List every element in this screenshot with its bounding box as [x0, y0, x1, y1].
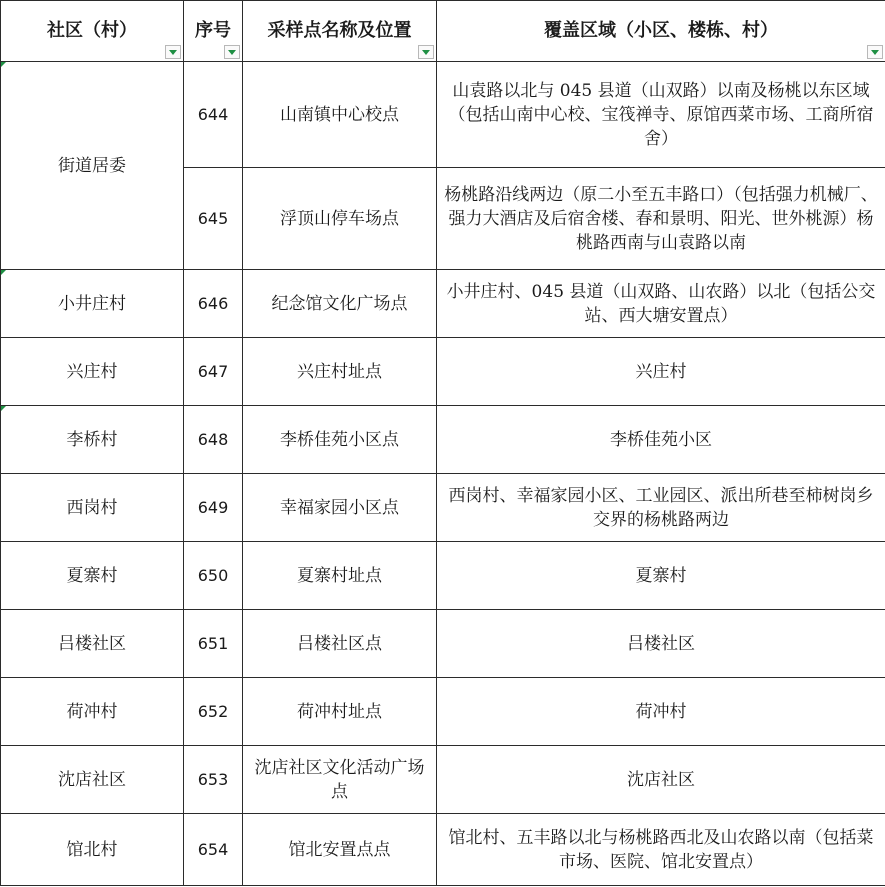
header-coverage[interactable] [437, 1, 885, 62]
table-row [1, 814, 885, 886]
cell-site[interactable]: 李桥佳苑小区点 [243, 406, 437, 474]
header-community-label: 社区（村） [47, 20, 137, 41]
cell-site[interactable]: 沈店社区文化活动广场点 [243, 746, 437, 814]
header-seq[interactable] [184, 1, 243, 62]
table-row [1, 338, 885, 406]
cell-note-marker [1, 62, 6, 67]
cell-note-marker [1, 270, 6, 275]
cell-seq[interactable]: 647 [184, 338, 243, 406]
cell-site[interactable]: 吕楼社区点 [243, 610, 437, 678]
table-row [1, 678, 885, 746]
cell-seq[interactable]: 652 [184, 678, 243, 746]
filter-dropdown-icon[interactable] [418, 45, 434, 59]
cell-community[interactable]: 街道居委 [1, 62, 184, 270]
filter-dropdown-icon[interactable] [165, 45, 181, 59]
cell-coverage[interactable]: 小井庄村、045 县道（山双路、山农路）以北（包括公交站、西大塘安置点） [437, 270, 885, 338]
header-site[interactable] [243, 1, 437, 62]
cell-coverage[interactable]: 西岗村、幸福家园小区、工业园区、派出所巷至柿树岗乡交界的杨桃路两边 [437, 474, 885, 542]
cell-site[interactable]: 荷冲村址点 [243, 678, 437, 746]
header-seq-label: 序号 [195, 20, 231, 41]
header-coverage-label: 覆盖区域（小区、楼栋、村） [544, 20, 778, 41]
cell-seq[interactable]: 645 [184, 168, 243, 270]
header-site-label: 采样点名称及位置 [267, 20, 412, 41]
cell-seq[interactable]: 648 [184, 406, 243, 474]
cell-site[interactable]: 兴庄村址点 [243, 338, 437, 406]
cell-seq[interactable]: 649 [184, 474, 243, 542]
cell-community[interactable]: 沈店社区 [1, 746, 184, 814]
cell-site[interactable]: 山南镇中心校点 [243, 62, 437, 168]
cell-community[interactable]: 吕楼社区 [1, 610, 184, 678]
cell-community[interactable]: 荷冲村 [1, 678, 184, 746]
cell-community[interactable]: 西岗村 [1, 474, 184, 542]
cell-site[interactable]: 夏寨村址点 [243, 542, 437, 610]
table-row [1, 270, 885, 338]
cell-seq[interactable]: 654 [184, 814, 243, 886]
cell-note-marker [1, 406, 6, 411]
table-row [1, 542, 885, 610]
cell-site[interactable]: 浮顶山停车场点 [243, 168, 437, 270]
cell-seq[interactable]: 653 [184, 746, 243, 814]
filter-dropdown-icon[interactable] [224, 45, 240, 59]
table-row [1, 474, 885, 542]
cell-coverage[interactable]: 吕楼社区 [437, 610, 885, 678]
cell-coverage[interactable]: 荷冲村 [437, 678, 885, 746]
cell-coverage[interactable]: 沈店社区 [437, 746, 885, 814]
table-row [1, 62, 885, 168]
table-row [1, 406, 885, 474]
header-community[interactable] [1, 1, 184, 62]
cell-coverage[interactable]: 夏寨村 [437, 542, 885, 610]
cell-site[interactable]: 幸福家园小区点 [243, 474, 437, 542]
cell-site[interactable]: 纪念馆文化广场点 [243, 270, 437, 338]
header-row [1, 1, 885, 62]
cell-community[interactable]: 夏寨村 [1, 542, 184, 610]
cell-seq[interactable]: 644 [184, 62, 243, 168]
cell-community[interactable]: 小井庄村 [1, 270, 184, 338]
cell-seq[interactable]: 650 [184, 542, 243, 610]
cell-coverage[interactable]: 杨桃路沿线两边（原二小至五丰路口）（包括强力机械厂、强力大酒店及后宿舍楼、春和景明、阳光、世外桃源）杨桃路西南与山袁路以南 [437, 168, 885, 270]
cell-community[interactable]: 李桥村 [1, 406, 184, 474]
table-row [1, 746, 885, 814]
filter-dropdown-icon[interactable] [867, 45, 883, 59]
cell-coverage[interactable]: 李桥佳苑小区 [437, 406, 885, 474]
cell-coverage[interactable]: 馆北村、五丰路以北与杨桃路西北及山农路以南（包括菜市场、医院、馆北安置点） [437, 814, 885, 886]
cell-seq[interactable]: 651 [184, 610, 243, 678]
cell-seq[interactable]: 646 [184, 270, 243, 338]
table-row [1, 610, 885, 678]
cell-coverage[interactable]: 兴庄村 [437, 338, 885, 406]
cell-site[interactable]: 馆北安置点点 [243, 814, 437, 886]
cell-community[interactable]: 馆北村 [1, 814, 184, 886]
cell-community[interactable]: 兴庄村 [1, 338, 184, 406]
cell-coverage[interactable]: 山袁路以北与 045 县道（山双路）以南及杨桃以东区域（包括山南中心校、宝筏禅寺、原馆西菜市场、工商所宿舍） [437, 62, 885, 168]
